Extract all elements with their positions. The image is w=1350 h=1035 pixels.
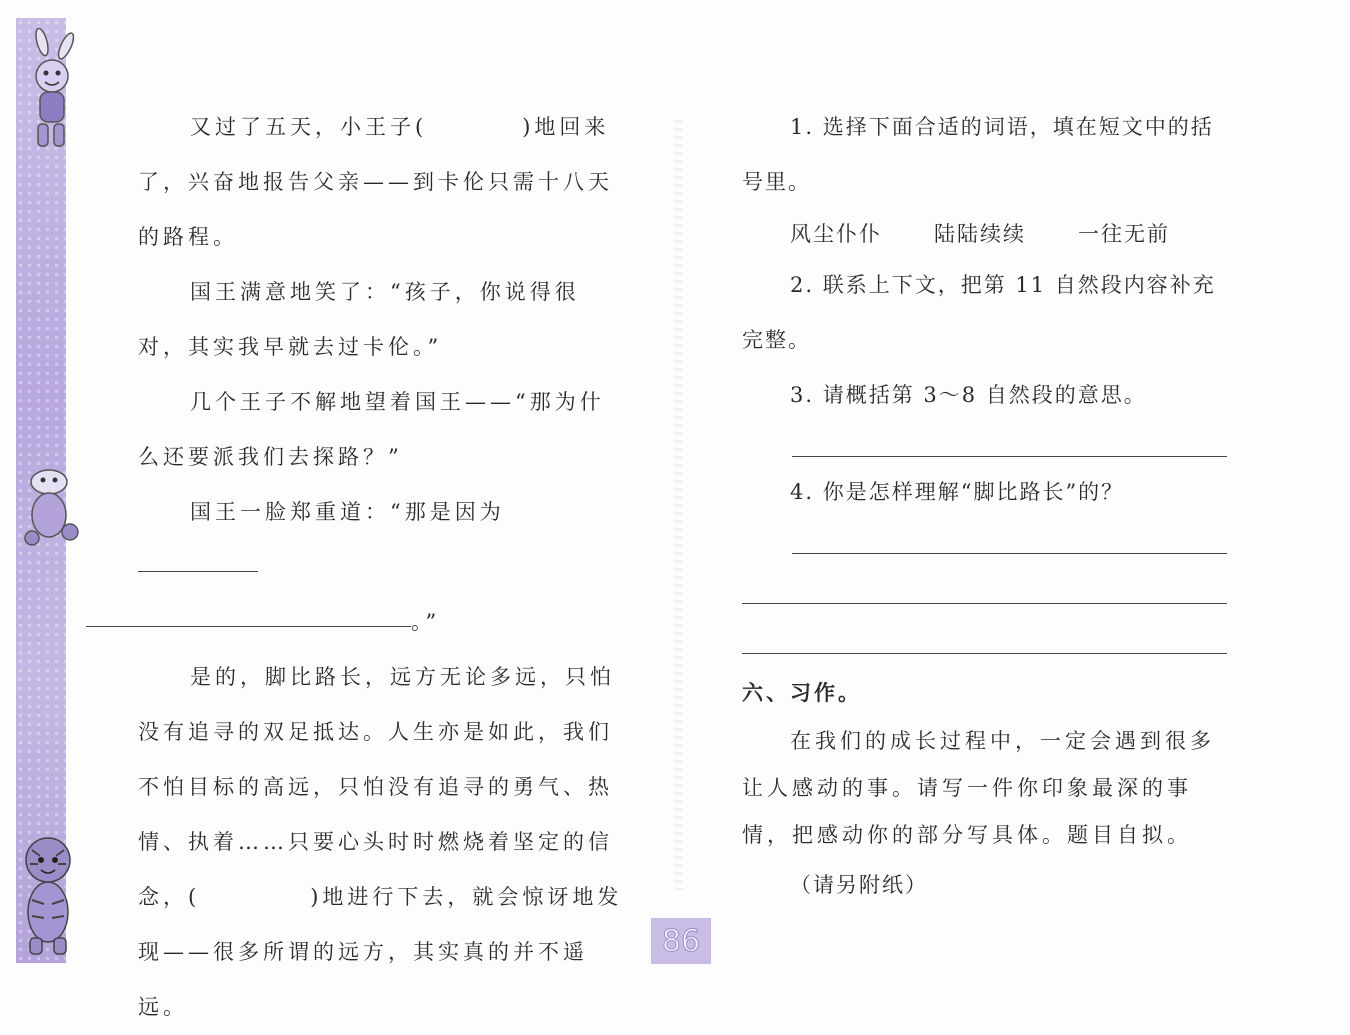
word-choices xyxy=(742,210,1227,258)
paragraph-king-smiled: 国王满意地笑了：“孩子，你说得很对，其实我早就去过卡伦。” xyxy=(138,280,580,359)
bunny-mascot-icon xyxy=(14,28,84,153)
left-page-text xyxy=(138,100,623,1035)
fill-in-line-blank-2[interactable] xyxy=(86,625,411,627)
paragraph-text: 又过了五天，小王子( xyxy=(190,115,428,139)
paragraph-text: 。” xyxy=(411,610,441,634)
paren-open: ( xyxy=(188,885,201,909)
section-title-writing: 六、习作。 xyxy=(742,680,862,705)
cat-mascot-icon xyxy=(14,460,84,550)
page-gutter xyxy=(675,120,683,890)
word-choice: 陆陆续续 xyxy=(934,222,1026,246)
fill-in-line-blank[interactable] xyxy=(138,570,258,572)
question-4: 4. 你是怎样理解“脚比路长”的？ xyxy=(790,480,1125,504)
tiger-mascot-icon xyxy=(10,820,85,960)
paragraph-text: )地回来了，兴奋地报告父亲——到卡伦只需十八天的路程。 xyxy=(138,115,613,249)
answer-line[interactable] xyxy=(792,552,1227,554)
question-2: 2. 联系上下文，把第 11 自然段内容补充完整。 xyxy=(742,273,1216,352)
page-number: 86 xyxy=(651,918,711,964)
writing-note: （请另附纸） xyxy=(790,873,928,897)
paragraph-text: 是的，脚比路长，远方无论多远，只怕没有追寻的双足抵达。人生亦是如此，我们不怕目标的高远，只怕没有追寻的勇气、热情、执着……只要心头时时燃烧着坚定的信念， xyxy=(138,665,615,909)
question-3: 3. 请概括第 3～8 自然段的意思。 xyxy=(790,383,1147,407)
answer-line[interactable] xyxy=(742,652,1227,654)
word-choice: 一往无前 xyxy=(1078,222,1170,246)
right-page-questions xyxy=(742,100,1227,911)
paragraph-conclusion xyxy=(138,650,623,1035)
paragraph-text: 国王一脸郑重道：“那是因为 xyxy=(190,500,505,524)
paragraph-princes-puzzled: 几个王子不解地望着国王——“那为什么还要派我们去探路？” xyxy=(138,390,605,469)
question-1: 1. 选择下面合适的词语，填在短文中的括号里。 xyxy=(742,115,1214,194)
paragraph-king-reason xyxy=(138,485,623,650)
answer-line[interactable] xyxy=(742,602,1227,604)
paragraph-return xyxy=(138,100,623,265)
paragraph-text: )地进行下去，就会惊讶地发现——很多所谓的远方，其实真的并不遥远。 xyxy=(138,885,623,1019)
writing-prompt: 在我们的成长过程中，一定会遇到很多让人感动的事。请写一件你印象最深的事情，把感动你的部分写具体。题目自拟。 xyxy=(742,729,1215,847)
word-choice: 风尘仆仆 xyxy=(790,222,882,246)
answer-line[interactable] xyxy=(792,455,1227,457)
